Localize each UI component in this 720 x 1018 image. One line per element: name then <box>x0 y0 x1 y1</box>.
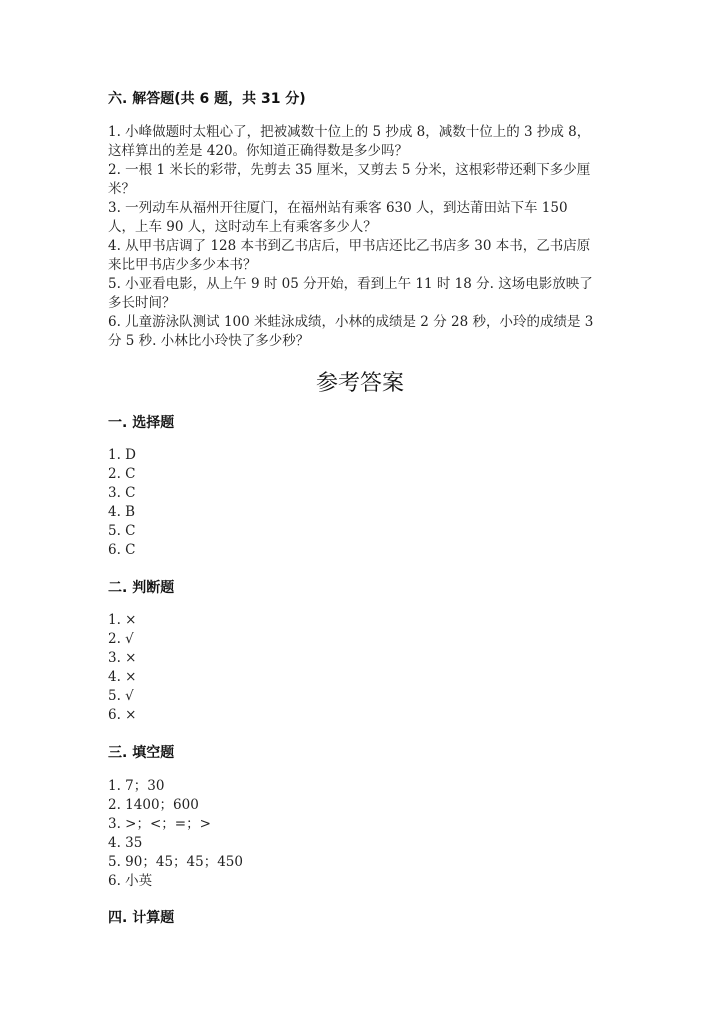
problem-line: 多长时间？ <box>108 295 176 311</box>
answer-item: 5. √ <box>108 688 134 704</box>
answer-item: 5. 90；45；45；450 <box>108 854 243 870</box>
problem-list <box>108 123 618 351</box>
answer-item: 1. × <box>108 612 137 628</box>
problem-line: 这样算出的差是 420。你知道正确得数是多少吗？ <box>108 143 409 159</box>
section-heading-true-false: 二. 判断题 <box>108 580 175 596</box>
answer-item: 2. √ <box>108 631 134 647</box>
answer-item: 6. × <box>108 707 137 723</box>
answer-item: 3. >；<；=；> <box>108 816 211 832</box>
answer-key-title: 参考答案 <box>315 371 404 396</box>
problem-line: 米？ <box>108 181 135 197</box>
answer-item: 1. D <box>108 447 136 463</box>
problem-line: 1. 小峰做题时太粗心了，把被减数十位上的 5 抄成 8，减数十位上的 3 抄成 8， <box>108 124 591 140</box>
problem-line: 人，上车 90 人，这时动车上有乘客多少人？ <box>108 219 377 235</box>
section-heading-calculation: 四. 计算题 <box>108 910 175 926</box>
section-heading-multiple-choice: 一. 选择题 <box>108 415 175 431</box>
answer-item: 3. × <box>108 650 137 666</box>
problem-line: 分 5 秒. 小林比小玲快了多少秒？ <box>108 333 310 349</box>
answer-list-multiple-choice <box>108 446 136 560</box>
answer-item: 4. B <box>108 504 136 520</box>
problem-line: 5. 小亚看电影，从上午 9 时 05 分开始，看到上午 11 时 18 分. 这场电影放映了 <box>108 276 593 292</box>
section-heading-problem-solving: 六. 解答题(共 6 题，共 31 分) <box>108 91 306 107</box>
answer-item: 6. 小英 <box>108 873 153 889</box>
answer-item: 2. C <box>108 466 136 482</box>
answer-item: 4. × <box>108 669 137 685</box>
answer-item: 5. C <box>108 523 136 539</box>
problem-line: 4. 从甲书店调了 128 本书到乙书店后，甲书店还比乙书店多 30 本书，乙书店原 <box>108 238 591 254</box>
section-heading-fill-blank: 三. 填空题 <box>108 745 175 761</box>
answer-item: 2. 1400；600 <box>108 797 199 813</box>
answer-item: 3. C <box>108 485 136 501</box>
problem-line: 6. 儿童游泳队测试 100 米蛙泳成绩，小林的成绩是 2 分 28 秒，小玲的成绩是 3 <box>108 314 594 330</box>
answer-list-fill-blank <box>108 777 243 891</box>
answer-item: 1. 7；30 <box>108 778 165 794</box>
answer-list-true-false <box>108 611 136 725</box>
problem-line: 3. 一列动车从福州开往厦门，在福州站有乘客 630 人，到达莆田站下车 150 <box>108 200 568 216</box>
answer-item: 6. C <box>108 542 136 558</box>
problem-line: 2. 一根 1 米长的彩带，先剪去 35 厘米，又剪去 5 分米，这根彩带还剩下多少厘 <box>108 162 591 178</box>
answer-item: 4. 35 <box>108 835 143 851</box>
problem-line: 来比甲书店少多少本书？ <box>108 257 257 273</box>
